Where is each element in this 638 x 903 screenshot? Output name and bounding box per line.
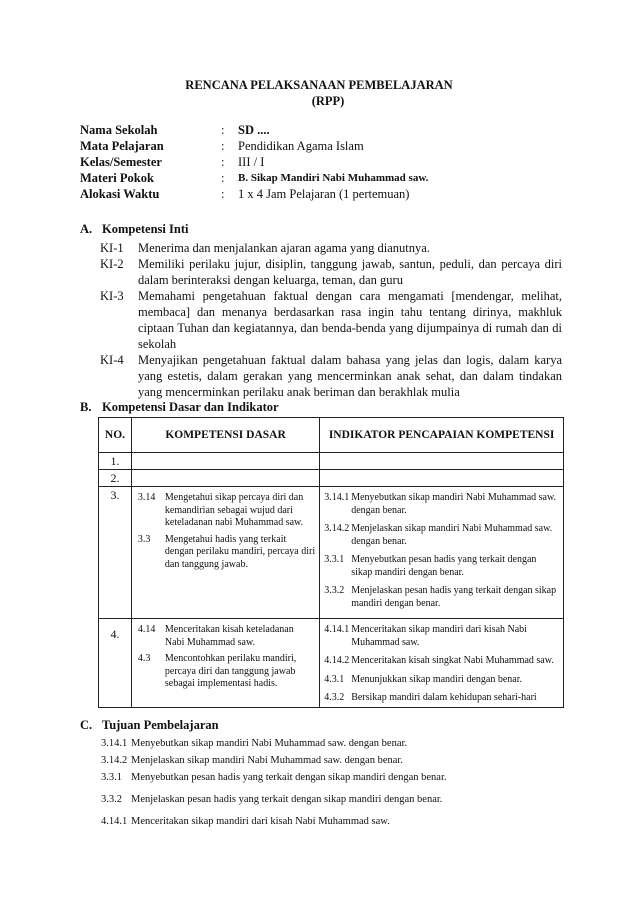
table-cell-kd — [131, 453, 319, 470]
identity-value: Pendidikan Agama Islam — [238, 139, 364, 153]
kd-item — [138, 653, 315, 691]
indicator-text: Menceritakan kisah singkat Nabi Muhammad saw. — [351, 655, 554, 666]
kd-item — [138, 534, 315, 572]
table-cell-no: 4. — [99, 619, 132, 708]
ki-code: KI-2 — [100, 257, 124, 271]
indicator-item — [324, 624, 559, 649]
table-cell-indicator — [320, 453, 564, 470]
kd-text: Mengetahui sikap percaya diri dan kemandirian sebagai wujud dari keteladanan nabi Muhammad saw. — [164, 492, 304, 528]
table-header-no: NO. — [99, 418, 132, 453]
objective-code: 3.3.1 — [101, 772, 122, 783]
identity-colon: : — [221, 155, 225, 169]
identity-colon: : — [221, 123, 225, 137]
indicator-text: Menjelaskan pesan hadis yang terkait dengan sikap mandiri dengan benar. — [351, 585, 557, 609]
ki-text: Memiliki perilaku jujur, disiplin, tanggung jawab, santun, peduli, dan percaya diri dalam berinteraksi dengan keluarga, teman, dan guru — [138, 257, 562, 287]
objective-code: 4.14.1 — [101, 816, 128, 827]
list-item — [101, 738, 447, 755]
section-letter: B. — [80, 400, 92, 414]
kd-text: Mencontohkan perilaku mandiri, percaya diri dan tanggung jawab sebagai implementasi hadis. — [164, 653, 297, 689]
ki-text: Menyajikan pengetahuan faktual dalam bahasa yang jelas dan logis, dalam karya yang estetis, dalam gerakan yang mencerminkan anak sehat, dan dalam tindakan yang mencerminkan perilaku anak beriman dan berakhlak mulia — [138, 353, 562, 399]
learning-objectives-list — [101, 738, 447, 833]
indicator-code: 3.3.2 — [324, 585, 345, 596]
identity-label: Nama Sekolah — [80, 123, 158, 137]
identity-label: Alokasi Waktu — [80, 187, 160, 201]
indicator-item — [324, 674, 559, 687]
kd-text: Mengetahui hadis yang terkait dengan perilaku mandiri, percaya diri dan tanggung jawab. — [164, 533, 316, 570]
kd-item — [138, 492, 315, 530]
identity-value: B. Sikap Mandiri Nabi Muhammad saw. — [238, 172, 429, 184]
identity-label: Mata Pelajaran — [80, 139, 164, 153]
identity-colon: : — [221, 139, 225, 153]
section-letter: C. — [80, 718, 93, 732]
objective-text: Menjelaskan sikap mandiri Nabi Muhammad saw. dengan benar. — [131, 755, 403, 766]
kd-code: 3.14 — [137, 492, 156, 503]
identity-value: 1 x 4 Jam Pelajaran (1 pertemuan) — [238, 187, 410, 201]
ki-code: KI-1 — [100, 241, 124, 255]
ki-text: Memahami pengetahuan faktual dengan cara mengamati [mendengar, melihat, membaca] dan menanya berdasarkan rasa ingin tahu tentang dirinya, makhluk ciptaan Tuhan dan kegiatannya, dan benda-benda yang dijumpainya di rumah dan di sekolah — [138, 289, 562, 351]
list-item — [100, 288, 562, 352]
section-title: Kompetensi Inti — [102, 222, 189, 236]
indicator-item — [324, 523, 559, 548]
kd-text: Menceritakan kisah keteladanan Nabi Muhammad saw. — [164, 624, 294, 648]
document-subtitle — [0, 94, 638, 109]
list-item — [100, 240, 562, 256]
kd-code: 3.3 — [137, 533, 151, 545]
list-item — [100, 256, 562, 288]
indicator-item — [324, 692, 559, 705]
identity-colon: : — [221, 187, 225, 201]
indicator-text: Menyebutkan pesan hadis yang terkait dengan sikap mandiri dengan benar. — [351, 554, 537, 578]
document-subtitle-text: (RPP) — [311, 94, 345, 108]
objective-text: Menyebutkan pesan hadis yang terkait dengan sikap mandiri dengan benar. — [131, 772, 447, 783]
identity-label: Kelas/Semester — [80, 155, 162, 169]
table-row — [99, 487, 564, 619]
identity-colon: : — [221, 171, 225, 185]
indicator-item — [324, 492, 559, 517]
indicator-code: 4.3.1 — [324, 673, 345, 685]
indicator-item — [324, 655, 559, 668]
indicator-text: Menjelaskan sikap mandiri Nabi Muhammad saw. dengan benar. — [351, 523, 553, 547]
table-header-row — [99, 418, 564, 453]
indicator-code: 4.14.1 — [324, 624, 350, 635]
list-item — [101, 772, 447, 794]
section-letter: A. — [80, 222, 93, 236]
ki-text: Menerima dan menjalankan ajaran agama yang dianutnya. — [138, 241, 430, 255]
table-cell-indicator — [320, 487, 564, 619]
objective-text: Menjelaskan pesan hadis yang terkait dengan sikap mandiri dengan benar. — [131, 794, 443, 805]
table-row — [99, 453, 564, 470]
indicator-text: Menceritakan sikap mandiri dari kisah Nabi Muhammad saw. — [351, 624, 527, 648]
indicator-text: Menunjukkan sikap mandiri dengan benar. — [351, 673, 522, 685]
table-cell-no: 1. — [99, 453, 132, 470]
list-item — [101, 816, 447, 833]
table-cell-kd — [131, 470, 319, 487]
core-competency-list — [100, 240, 562, 400]
objective-code: 3.3.2 — [101, 794, 122, 805]
kd-code: 4.14 — [137, 624, 156, 635]
ki-code: KI-3 — [100, 289, 124, 303]
section-b-heading — [80, 400, 279, 415]
objective-code: 3.14.1 — [101, 738, 128, 749]
section-title: Tujuan Pembelajaran — [102, 718, 219, 732]
identity-value: III / I — [238, 155, 265, 169]
table-cell-no: 3. — [99, 487, 132, 619]
section-a-heading — [80, 222, 188, 237]
table-cell-kd — [131, 619, 319, 708]
indicator-text: Menyebutkan sikap mandiri Nabi Muhammad saw. dengan benar. — [351, 492, 557, 516]
list-item — [101, 755, 447, 772]
section-title: Kompetensi Dasar dan Indikator — [102, 400, 279, 414]
objective-text: Menyebutkan sikap mandiri Nabi Muhammad saw. dengan benar. — [131, 738, 408, 749]
indicator-item — [324, 585, 559, 610]
table-row — [99, 470, 564, 487]
table-cell-indicator — [320, 619, 564, 708]
competency-table — [98, 417, 564, 708]
ki-code: KI-4 — [100, 353, 124, 367]
table-cell-indicator — [320, 470, 564, 487]
table-row — [99, 619, 564, 708]
indicator-code: 3.14.2 — [324, 523, 350, 534]
indicator-code: 4.14.2 — [324, 655, 350, 666]
table-cell-no: 2. — [99, 470, 132, 487]
indicator-code: 3.14.1 — [324, 492, 350, 503]
objective-text: Menceritakan sikap mandiri dari kisah Nabi Muhammad saw. — [131, 816, 390, 827]
table-cell-kd — [131, 487, 319, 619]
indicator-item — [324, 554, 559, 579]
table-header-kd: KOMPETENSI DASAR — [131, 418, 319, 453]
section-c-heading — [80, 718, 219, 733]
identity-value: SD .... — [238, 123, 270, 137]
indicator-code: 3.3.1 — [324, 554, 345, 565]
indicator-text: Bersikap mandiri dalam kehidupan sehari-hari — [351, 692, 537, 703]
kd-item — [138, 624, 315, 649]
list-item — [101, 794, 447, 816]
document-title: RENCANA PELAKSANAAN PEMBELAJARAN — [185, 78, 453, 92]
list-item — [100, 352, 562, 400]
kd-code: 4.3 — [137, 653, 151, 664]
table-header-indicator: INDIKATOR PENCAPAIAN KOMPETENSI — [320, 418, 564, 453]
objective-code: 3.14.2 — [101, 755, 128, 766]
identity-label: Materi Pokok — [80, 171, 154, 185]
indicator-code: 4.3.2 — [324, 692, 345, 703]
